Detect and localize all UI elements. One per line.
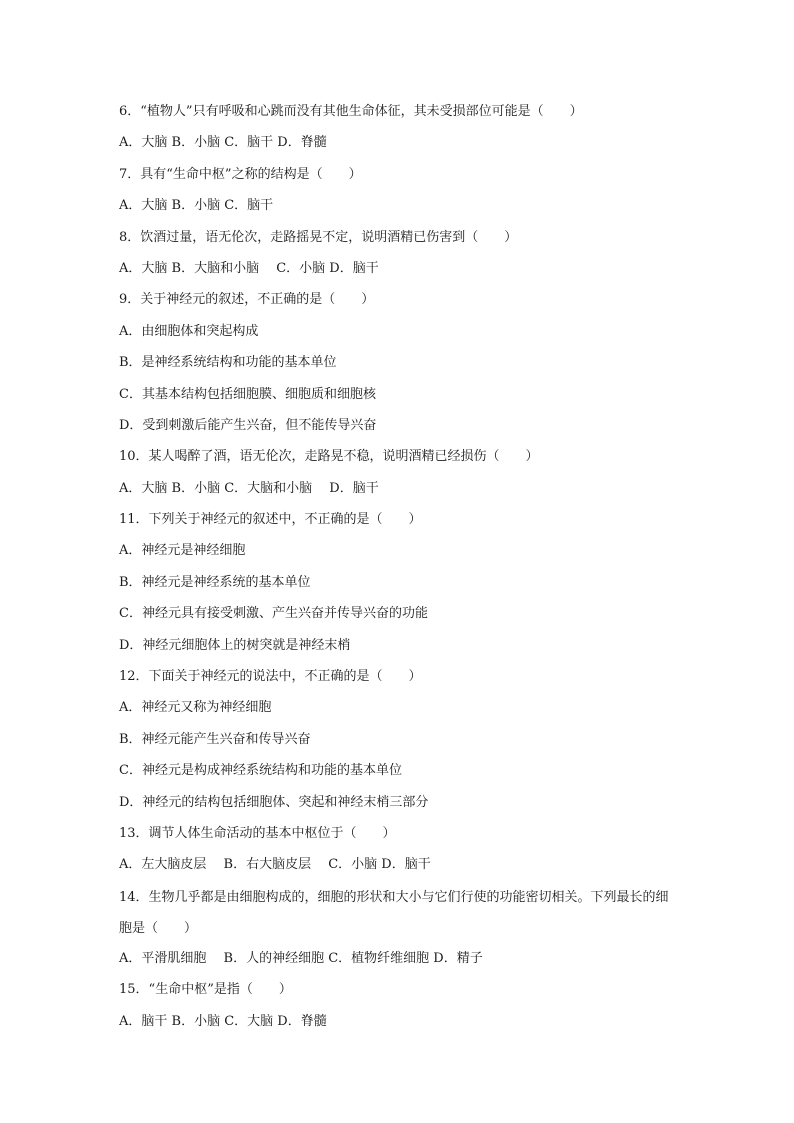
question-9: 9．关于神经元的叙述，不正确的是（ ） [119, 292, 375, 308]
question-7: 7．具有“生命中枢”之称的结构是（ ） [119, 166, 362, 182]
question-6: 6．“植物人”只有呼吸和心跳而没有其他生命体征，其未受损部位可能是（ ） [119, 104, 583, 119]
question-list [119, 101, 679, 1042]
question-14-options: A．平滑肌细胞 B．人的神经细胞 C．植物纤维细胞 D．精子 [119, 950, 483, 966]
question-12-option-c: C．神经元是构成神经系统结构和功能的基本单位 [119, 763, 402, 779]
question-9-option-c: C．其基本结构包括细胞膜、细胞质和细胞核 [119, 386, 376, 402]
question-14: 14．生物几乎都是由细胞构成的，细胞的形状和大小与它们行使的功能密切相关。下列最长的细胞是（ ） [119, 889, 669, 936]
question-12-option-b: B．神经元能产生兴奋和传导兴奋 [119, 731, 311, 747]
question-15-options: A．脑干 B．小脑 C．大脑 D．脊髓 [119, 1013, 327, 1029]
question-8-options: A．大脑 B．大脑和小脑 C．小脑 D．脑干 [119, 260, 379, 276]
question-15: 15．“生命中枢”是指（ ） [119, 982, 292, 998]
question-9-option-b: B．是神经系统结构和功能的基本单位 [119, 355, 337, 371]
question-7-options: A．大脑 B．小脑 C．脑干 [119, 198, 274, 214]
question-11-option-c: C．神经元具有接受刺激、产生兴奋并传导兴奋的功能 [119, 606, 428, 622]
question-8: 8．饮酒过量，语无伦次，走路摇晃不定，说明酒精已伤害到（ ） [119, 229, 518, 245]
question-10: 10．某人喝醉了酒，语无伦次，走路晃不稳，说明酒精已经损伤（ ） [119, 449, 539, 465]
question-13-options: A．左大脑皮层 B．右大脑皮层 C．小脑 D．脑干 [119, 857, 431, 873]
question-13: 13．调节人体生命活动的基本中枢位于（ ） [119, 825, 396, 841]
question-12-option-d: D．神经元的结构包括细胞体、突起和神经末梢三部分 [119, 794, 429, 810]
question-9-option-d: D．受到刺激后能产生兴奋，但不能传导兴奋 [119, 417, 377, 433]
question-11: 11．下列关于神经元的叙述中，不正确的是（ ） [119, 512, 422, 528]
question-11-option-d: D．神经元细胞体上的树突就是神经末梢 [119, 637, 351, 653]
question-10-options: A．大脑 B．小脑 C．大脑和小脑 D．脑干 [119, 480, 379, 496]
question-12-option-a: A．神经元又称为神经细胞 [119, 700, 272, 716]
question-9-option-a: A．由细胞体和突起构成 [119, 323, 259, 339]
question-11-option-b: B．神经元是神经系统的基本单位 [119, 574, 311, 590]
question-12: 12．下面关于神经元的说法中，不正确的是（ ） [119, 669, 422, 685]
question-11-option-a: A．神经元是神经细胞 [119, 543, 246, 559]
question-6-options: A．大脑 B．小脑 C．脑干 D．脊髓 [119, 135, 327, 151]
